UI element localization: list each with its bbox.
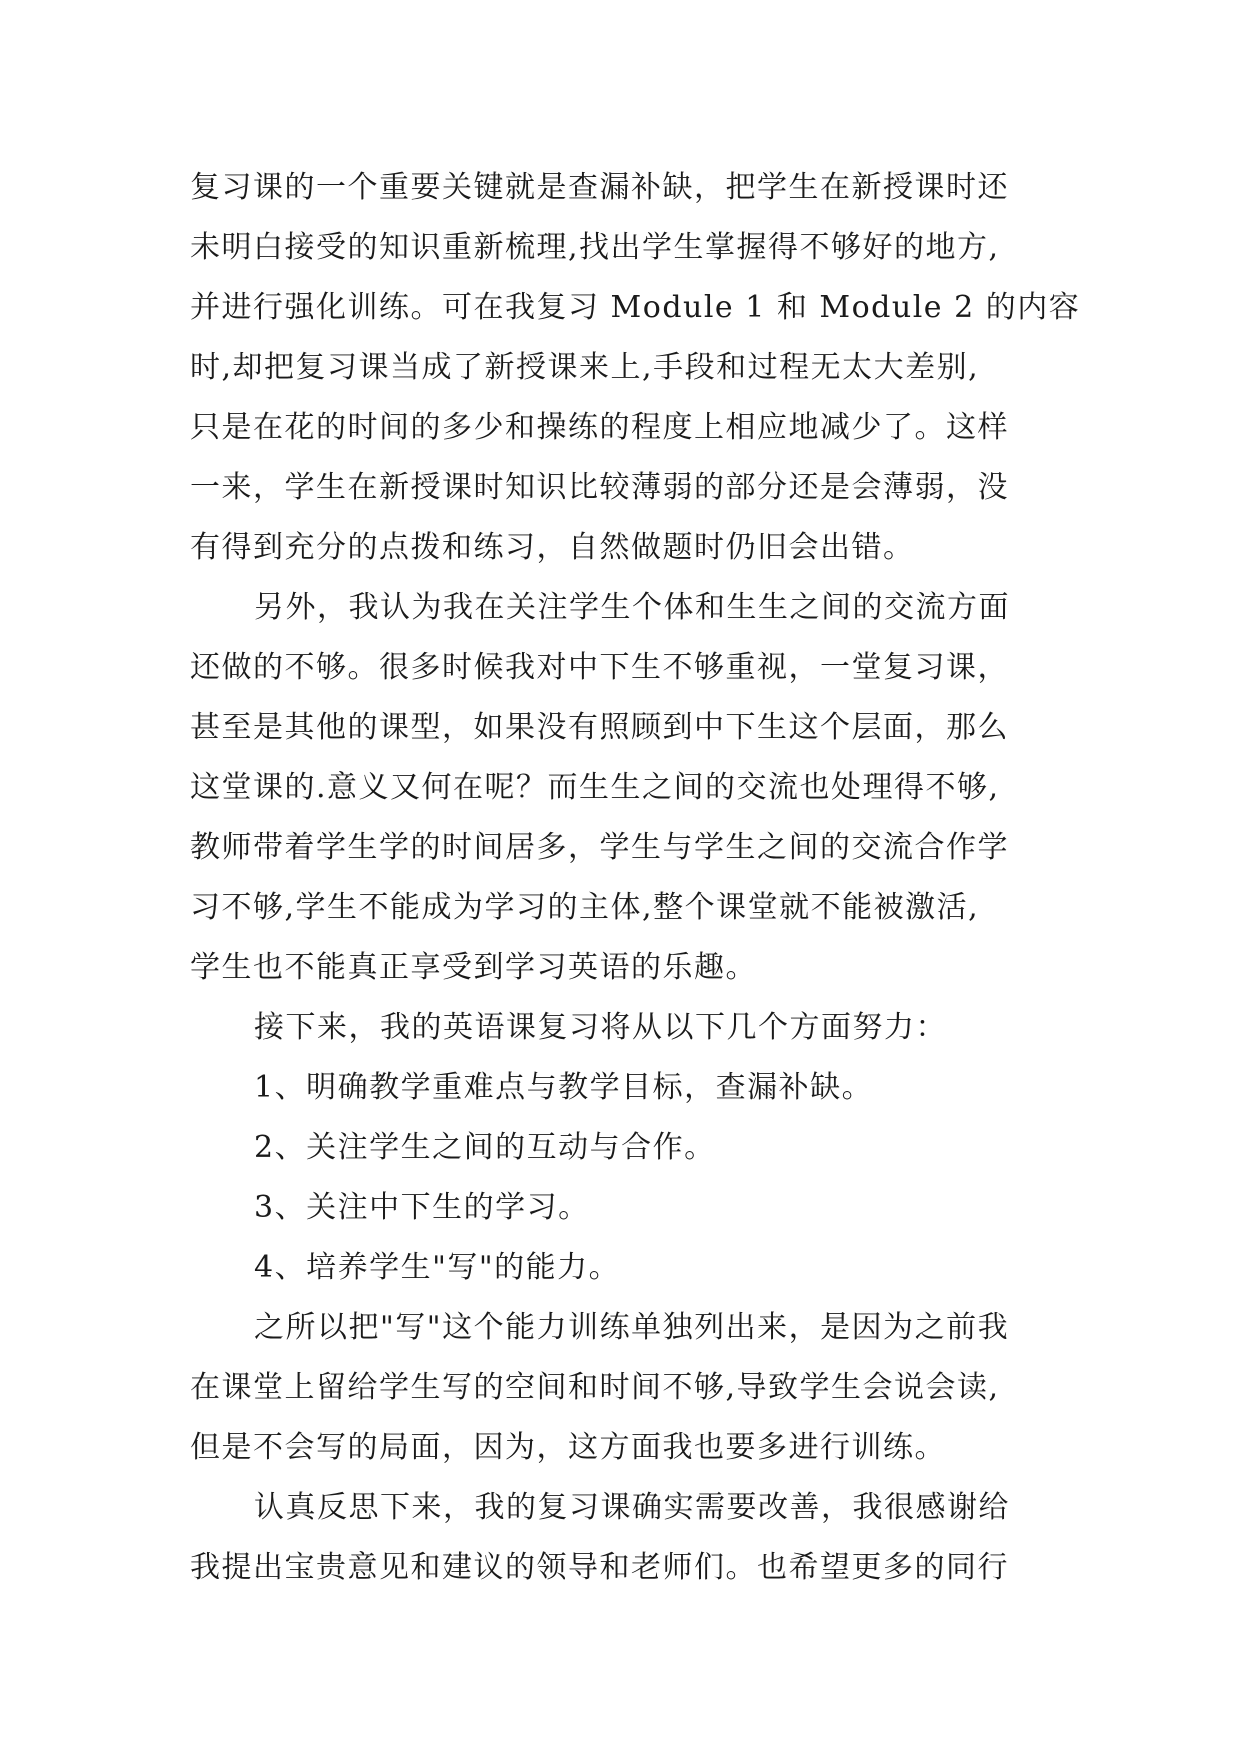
body-text <box>190 158 1080 1598</box>
text-line: 我提出宝贵意见和建议的领导和老师们。也希望更多的同行 <box>190 1550 1009 1585</box>
text-line: 1、明确教学重难点与教学目标，查漏补缺。 <box>254 1070 874 1105</box>
text-line: 但是不会写的局面，因为，这方面我也要多进行训练。 <box>190 1430 946 1465</box>
text-line: 在课堂上留给学生写的空间和时间不够,导致学生会说会读, <box>190 1370 1000 1405</box>
text-line: 教师带着学生学的时间居多，学生与学生之间的交流合作学 <box>190 830 1009 865</box>
text-line: 这堂课的.意义又何在呢？而生生之间的交流也处理得不够, <box>190 770 1000 805</box>
text-line: 接下来，我的英语课复习将从以下几个方面努力： <box>254 1010 947 1045</box>
text-line: 3、关注中下生的学习。 <box>254 1190 590 1225</box>
text-line: 有得到充分的点拨和练习，自然做题时仍旧会出错。 <box>190 530 915 565</box>
text-line: 另外，我认为我在关注学生个体和生生之间的交流方面 <box>254 590 1010 625</box>
text-line: 时,却把复习课当成了新授课来上,手段和过程无太大差别, <box>190 350 980 385</box>
text-line: 还做的不够。很多时候我对中下生不够重视，一堂复习课， <box>190 650 1009 685</box>
text-line: 未明白接受的知识重新梳理,找出学生掌握得不够好的地方, <box>190 230 1000 265</box>
text-line: 并进行强化训练。可在我复习 Module 1 和 Module 2 的内容 <box>190 290 1081 325</box>
text-line: 4、培养学生"写"的能力。 <box>254 1250 621 1285</box>
text-line: 复习课的一个重要关键就是查漏补缺，把学生在新授课时还 <box>190 170 1009 205</box>
text-line: 之所以把"写"这个能力训练单独列出来，是因为之前我 <box>254 1310 1010 1345</box>
text-line: 甚至是其他的课型，如果没有照顾到中下生这个层面，那么 <box>190 710 1009 745</box>
text-line: 习不够,学生不能成为学习的主体,整个课堂就不能被激活, <box>190 890 980 925</box>
text-line: 认真反思下来，我的复习课确实需要改善，我很感谢给 <box>254 1490 1010 1525</box>
text-line: 只是在花的时间的多少和操练的程度上相应地减少了。这样 <box>190 410 1009 445</box>
text-line: 2、关注学生之间的互动与合作。 <box>254 1130 716 1165</box>
text-line: 一来，学生在新授课时知识比较薄弱的部分还是会薄弱，没 <box>190 470 1009 505</box>
text-line: 学生也不能真正享受到学习英语的乐趣。 <box>190 950 757 985</box>
